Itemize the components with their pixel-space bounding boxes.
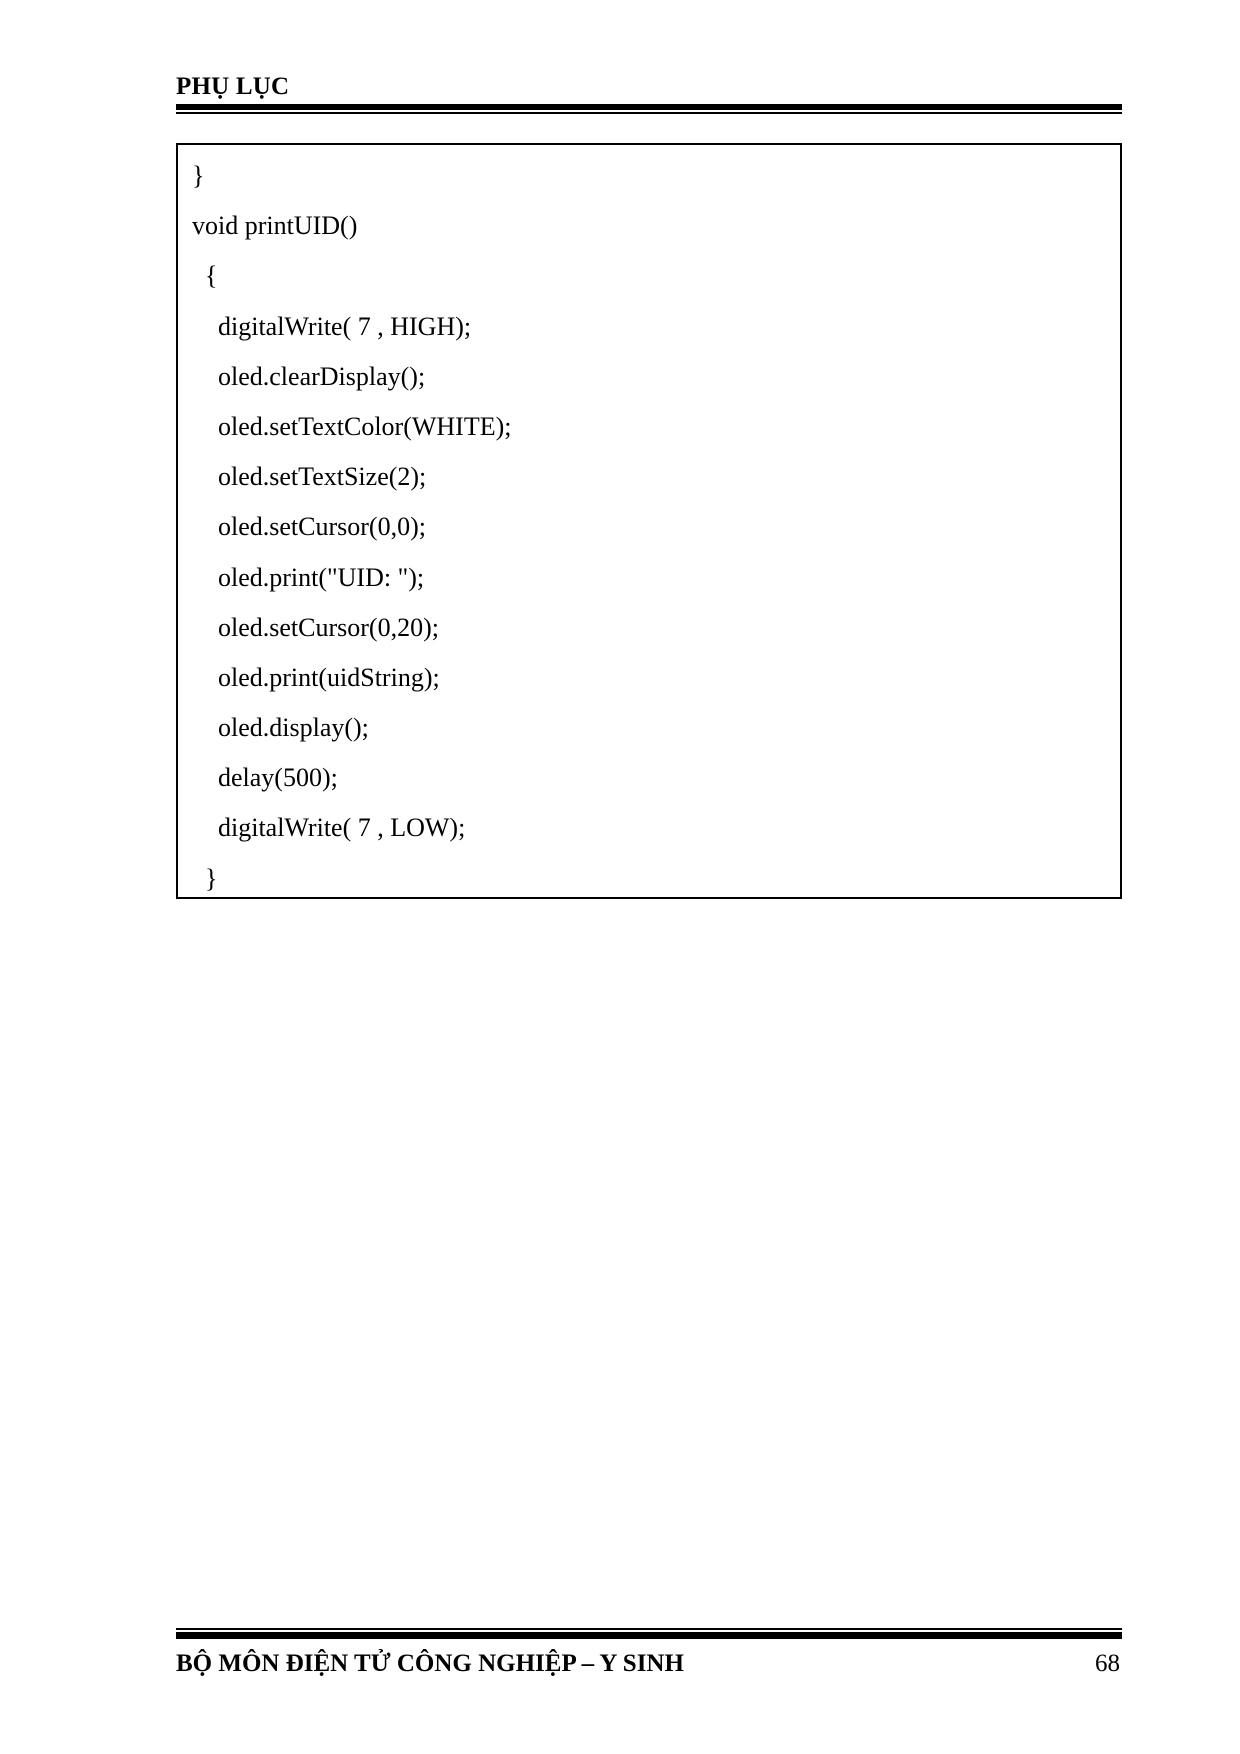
page-header	[176, 72, 1122, 114]
code-listing	[192, 151, 511, 904]
code-line: }	[192, 863, 218, 893]
page-footer	[176, 1628, 1122, 1681]
code-line: void printUID()	[192, 211, 358, 241]
code-line: oled.setTextSize(2);	[192, 462, 427, 492]
code-line: oled.print(uidString);	[192, 662, 440, 692]
footer-divider-thin	[176, 1628, 1122, 1630]
code-listing-box	[176, 143, 1122, 899]
page-number: 68	[1095, 1650, 1120, 1677]
footer-divider-thick	[176, 1632, 1122, 1639]
header-divider-thick	[176, 104, 1122, 110]
header-divider-thin	[176, 112, 1122, 114]
code-line: delay(500);	[192, 763, 338, 793]
section-title: PHỤ LỤC	[176, 73, 290, 100]
code-line: oled.setTextColor(WHITE);	[192, 411, 512, 441]
code-line: oled.display();	[192, 713, 369, 743]
department-name: BỘ MÔN ĐIỆN TỬ CÔNG NGHIỆP – Y SINH	[176, 1650, 684, 1677]
code-line: oled.setCursor(0,20);	[192, 612, 439, 642]
footer-row	[176, 1647, 1122, 1681]
code-line: oled.clearDisplay();	[192, 361, 426, 391]
code-line: {	[192, 261, 218, 291]
code-line: oled.setCursor(0,0);	[192, 512, 426, 542]
code-line: }	[192, 161, 205, 190]
code-line: oled.print("UID: ");	[192, 562, 425, 592]
code-line: digitalWrite( 7 , HIGH);	[192, 311, 472, 341]
code-line: digitalWrite( 7 , LOW);	[192, 813, 466, 843]
